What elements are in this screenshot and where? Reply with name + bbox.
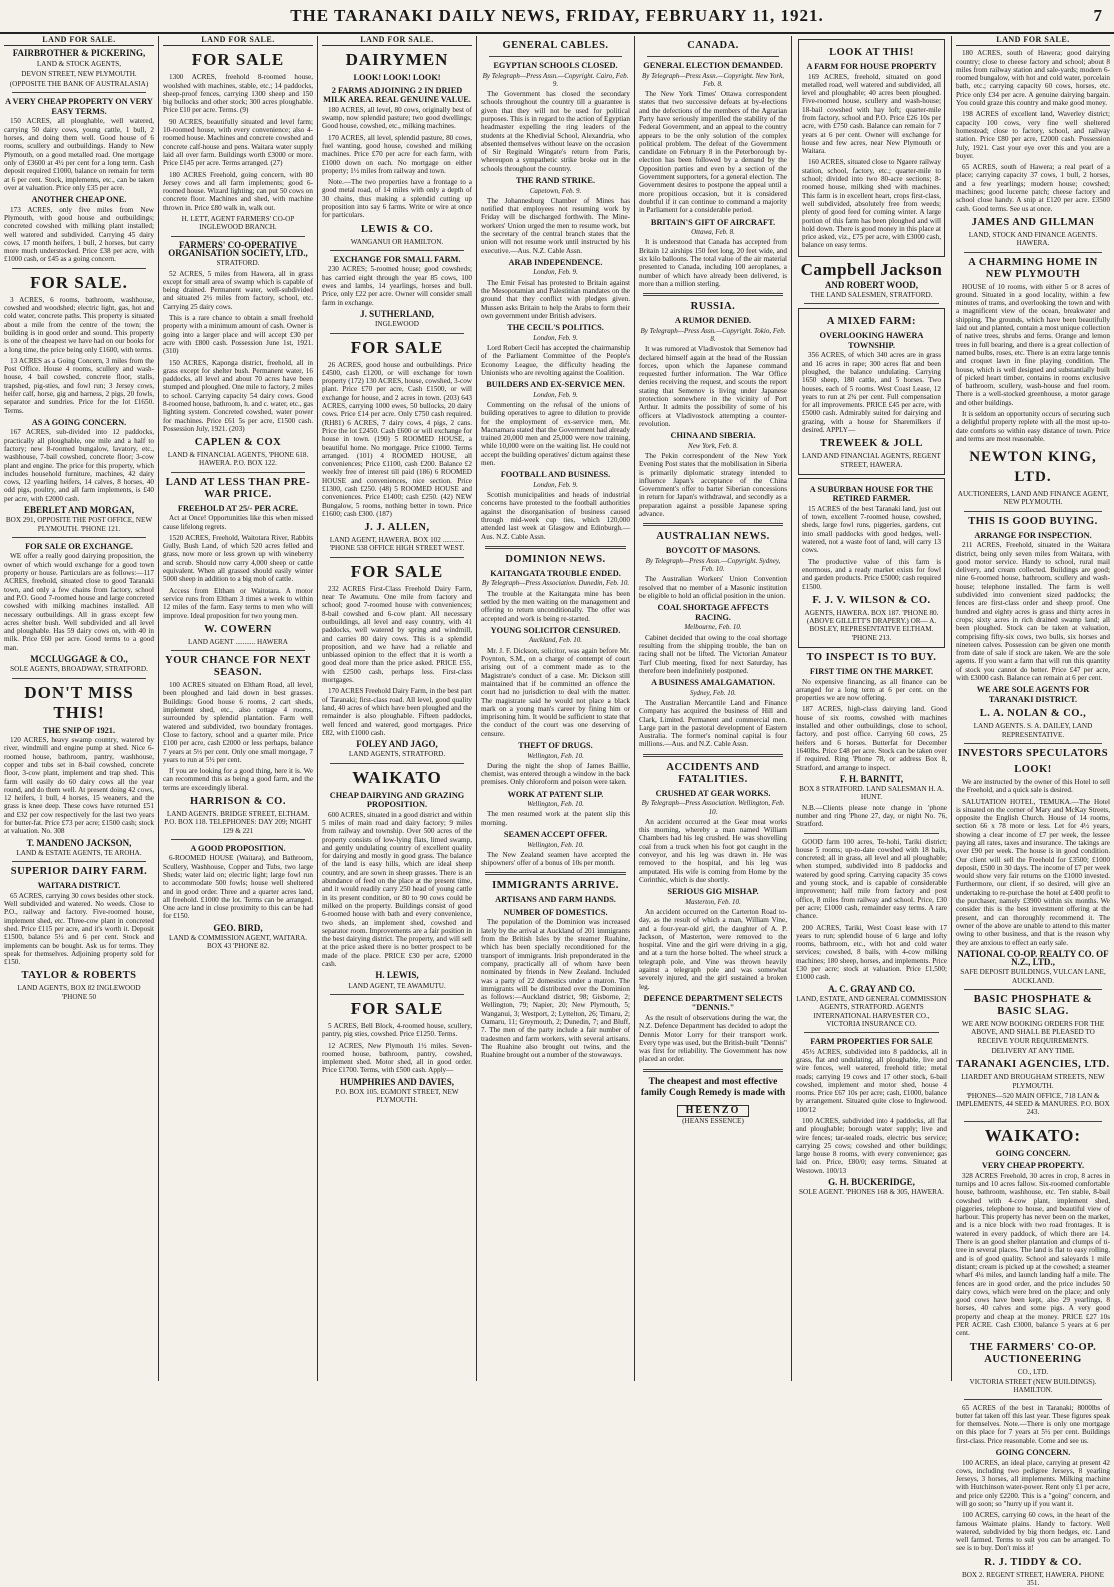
cough-remedy-ad: The cheapest and most effective family Cough Remedy is made with bbox=[640, 1076, 786, 1098]
agent-name: TREWEEK & JOLL bbox=[820, 438, 923, 450]
ad-text: 15 ACRES of the best Taranaki land, just out of town, excellent 7-roomed house, cowshed, sheds, large fowl runs, piggeries, gardens, cut into small paddocks with good hedges, well-watered, not a waste foot of land, will carry 13 cows. bbox=[802, 504, 941, 555]
news-headline: WORK AT PATENT SLIP. bbox=[507, 789, 604, 799]
agent-name: GEO. BIRD, bbox=[213, 922, 263, 933]
news-headline: DEFENCE DEPARTMENT SELECTS "DENNIS." bbox=[643, 993, 783, 1013]
news-headline: BOYCOTT OF MASONS. bbox=[665, 546, 761, 556]
ad-text: 169 ACRES, freehold, situated on good metalled road, well watered and subdivided, all level and ploughable; 40 acres been ploughed. Five-roomed house, scullery and wash-house; 18-bail cowshed with hay loft; quarter-mile from factory, school and P.O. Price £26 10s per acre, with £750 cash. Balance can remain for 7 years at 6 per cent. Owner will exchange for house and few acres, near New Plymouth or Waitara. bbox=[802, 72, 941, 156]
section-heading: IMMIGRANTS ARRIVE. bbox=[492, 880, 619, 892]
agent-town: STRATFORD. bbox=[216, 259, 260, 268]
ad-text: 356 ACRES, of which 340 acres are in grass and 16 acres in rape; 300 acres flat and been ploughed, the balance undulating. Carrying 1650 sheep, 180 cattle, and 5 horses. Two houses, each of 5 rooms. West Coast Lease, 12 years to run at 2¾ per cent. Full compensation for all improvements. PRICE £45 per acre, with £5000 cash. Admirably suited for dairying and grazing, with a house for Sharemilkers if desired. APPLY— bbox=[802, 351, 941, 434]
ad-heading: WAITARA DISTRICT. bbox=[37, 881, 121, 891]
agent-subtitle: SOLE AGENTS, BROADWAY, STRATFORD. bbox=[10, 665, 148, 674]
news-headline: BUILDERS AND EX-SERVICE MEN. bbox=[486, 380, 625, 390]
news-text: The Johannesburg Chamber of Mines has notified that employees not resuming work by Friday will be discharged forthwith. The Mine-workers' Union urged the men to resume work, but the secretary of the central branch states that the union will not resume work until instructed by his executive.—Aus. N.Z. Cable Assn. bbox=[481, 196, 630, 255]
news-headline: SEAMEN ACCEPT OFFER. bbox=[503, 830, 608, 840]
ad-text: 200 ACRES, Tariki, West Coast lease with 17 years to run; splendid house of 6 large and lofty rooms, bathroom, etc., with hot and cold water services; cowshed, 8 bails, with 4-cow milking machines; 180 sheep, horses, and implements. Price £30 per acre; stock at valuation. Price £1,500; £1000 cash. bbox=[796, 923, 947, 982]
for-sale-heading: FOR SALE bbox=[350, 998, 444, 1018]
ad-text: 100 ACRES situated on Eltham Road, all level, been ploughed and laid down in best grasses. Buildings: Good house 6 rooms, 2 cart sheds, implement shed, etc., also cottage 4 rooms, surrounded by splendid plantation. Farm well watered and subdivided, two boundary frontages. Close to factory, school and a quarter mile. Price £100 per acre, cash £2000 or less perhaps, balance 7 years at 5½ per cent. Only one small mortgage, 7 years to run at 5½ per cent. bbox=[163, 681, 313, 764]
agent-name: A. C. GRAY AND CO. bbox=[828, 983, 915, 994]
ad-text: 180 ACRES, south of Hawera; good dairying country; close to cheese factory and school; about 8 miles from railway station and sale-yards; modern 6-roomed bungalow, with hot and cold water, porcelain bath, etc.; carrying capacity 60 cows, horses, etc. Price only £34 per acre. A genuine dairying bargain. You could graze this country and make good money. bbox=[956, 49, 1110, 108]
ad-text: 328 ACRES Freehold, 30 acres in crop, 8 acres in turnips and 10 acres fallow. Six-roomed comfortable house, bathroom, washhouse, etc. Ten stable, 8-bail cowshed with 4-cow plant, implement shed, piggeries, telephone to house, and beautiful view of harbour. This property has never been on the market, and is a nice block with two road frontages. It is watered in every paddock, of which there are 14. There is an good shelter plantation and clumps of ti-tree in several places. The land is flat to easy rolling, and is of good quality. School and saleyards 1 mile distant; cream is picked up at the cowshed; a steamer wharf 4¼ miles, and launch landing half a mile. The fences are in good order, and the price includes 50 dairy cows, which were bred on the place; and only good cows have been kept, also 29 yearlings, 8 horses, 40 calves and some pigs. A very good property and cheap at the money. PRICE £27 10s PER ACRE. Cash £3000, balance 5 years at 6 per cent. bbox=[956, 1171, 1110, 1338]
ad-box bbox=[798, 308, 945, 475]
ad-text: 187 ACRES, high-class dairying land. Good house of six rooms, cowshed with machines installed and other outbuildings, close to school, factory, and post office. Carrying 60 cows, 25 heifers and 6 horses. Butterfat for December 1640lbs. Price £48 per acre. Stock can be taken over if required. Ring 'Phone 78, or address Box 8, Stratford, and arrange to inspect. bbox=[796, 705, 947, 772]
ad-text: DELIVERY AT ANY TIME. bbox=[991, 1046, 1075, 1055]
news-text: The trouble at the Kaitangata mine has been settled by the men waiting on the management and offering to return unconditionally. The offer was accepted and work is being re-started. bbox=[481, 589, 630, 623]
agent-note: (OPPOSITE THE BANK OF AUSTRALASIA) bbox=[9, 80, 149, 89]
news-headline: THEFT OF DRUGS. bbox=[518, 741, 593, 750]
agent-name: NEWTON KING, LTD. bbox=[969, 449, 1097, 486]
news-headline: EGYPTIAN SCHOOLS CLOSED. bbox=[493, 61, 618, 70]
ad-headline: LOOK! bbox=[1014, 763, 1052, 775]
ad-text: If you are looking for a good thing, here it is. We can recommend this as being a good farm, and the terms are exceedingly liberal. bbox=[163, 767, 313, 792]
ad-text: 160 ACRES, situated close to Ngaere railway station, school, factory, etc.; quarter-mile to school; divided into two 80-acre sections; 8-roomed house, milking shed with machines. This farm is in excellent heart, crops first-class, well subdivided, absolutely free from weeds; plenty of good feed for coming winter. A large portion of this farm has been ploughed and will hold down. There is good money in this place at price asked, viz., £75 per acre, with £3000 cash, balance on easy terms. bbox=[802, 158, 941, 250]
ad-text: 100 ACRES, subdivided into 4 paddocks, all flat and ploughable; borough water supply; live and wire fences; tar-sealed roads, electric bus service; carrying 25 cows; cowshed and other buildings; large house 8 rooms, with every convenience; gas laid on. Price, £80/0; easy terms. Situated at Westown. 100/13 bbox=[796, 1117, 947, 1175]
ad-text: 100 ACRES, carrying 60 cows, in the heart of the famous Waimate plains. Handy to factory. Well watered, subdivided by big thorn hedges, etc. Land well farmed. Terms to suit you can be arranged. To see is to buy. Don't miss it! bbox=[956, 1511, 1110, 1553]
ad-text: HOUSE of 10 rooms, with either 5 or 8 acres of ground. Situated in a good locality, within a few minutes of trams, and overlooking the town and with a magnificent view of the ocean, breakwater and shipping. The grounds, which have been beautifully laid out and planted, contain a most unique collection of native trees, shrubs and ferns. Orange and lemon trees in full bearing, and there is a great collection of named bulbs, roses, etc. There is an extra large tennis and croquet lawn in fine playing condition. The house, which is well designed and substantially built of picked heart timber, contains in rooms exclusive of bathroom, scullery, wash-house and fuel room. There is a well-stocked greenhouse, a motor garage and other buildings. bbox=[956, 282, 1110, 407]
section-heading: CANADA. bbox=[687, 40, 739, 51]
ad-heading: OVERLOOKING HAWERA TOWNSHIP. bbox=[819, 331, 924, 350]
ad-text: 180 ACRES, all level, 80 cows, originally best of swamp, now splendid pasture; two good dwellings; Good house, cowshed, etc., milking machines. bbox=[322, 105, 472, 131]
ad-text: 45½ ACRES, subdivided into 8 paddocks, all in grass, flat and undulating, all ploughable, live and wire fences, well watered, freehold title; metal roads; carrying 19 cows and 17 other stock, 6-bail cowshed, implement and motor shed, house 4 rooms. Price £67 10s per acre; cash, £1000, balance by arrangement. Situated quite close to Inglewood. 100/12 bbox=[796, 1047, 947, 1114]
agent-name: FARMERS' CO-OPERATIVE ORGANISATION SOCIETY, LTD., bbox=[168, 239, 308, 258]
ad-text: 5 ACRES, Bell Block, 4-roomed house, scullery, pantry, pig sties, cowshed. Price £1250. Terms. bbox=[322, 1021, 472, 1039]
agent-subtitle: VICTORIA STREET (NEW BUILDINGS). HAMILTON. bbox=[969, 1377, 1097, 1395]
news-subheadline: NUMBER OF DOMESTICS. bbox=[503, 907, 608, 917]
news-text: An accident occurred at the Gear meat works this morning, whereby a man named William Chambers had his leg crushed. He was shovelling coal from a truck when his foot got caught in the conveyor, and his leg was drawn in. He was removed to the hospital, and his leg was amputated. His wife is coming from Home by the Corinthic, which is due shortly. bbox=[639, 817, 787, 884]
ad-headline: THIS IS GOOD BUYING. bbox=[968, 515, 1098, 527]
dateline: Wellington, Feb. 10. bbox=[527, 800, 584, 809]
ad-headline: TO INSPECT IS TO BUY. bbox=[806, 652, 937, 664]
ad-heading: GOING CONCERN. bbox=[995, 1448, 1071, 1458]
agent-subtitle: LAND & ESTATE AGENTS, TE AROHA. bbox=[16, 848, 142, 857]
dateline: By Telegraph—Press Assn.—Copyright. New York, Feb. 8. bbox=[641, 71, 785, 88]
agent-name: LEWIS & CO. bbox=[360, 223, 434, 235]
column-2 bbox=[163, 36, 313, 1381]
agent-subtitle: AUCTIONEERS, LAND AND FINANCE AGENT, NEW PLYMOUTH. bbox=[957, 490, 1109, 507]
dateline: Capetown, Feb. 9. bbox=[529, 186, 582, 195]
ad-text: Note.—The two properties have a frontage to a good metal road, of 14 miles with only a depth of 30 chains, thus making a splendid cutting up proposition into say 6 farms. Write or wire at once for particulars. bbox=[322, 178, 472, 220]
column-7 bbox=[956, 35, 1110, 1587]
agent-subtitle: LAND & COMMISSION AGENT, WAITARA. BOX 43 'PHONE 82. bbox=[168, 934, 308, 951]
ad-text: 13 ACRES as a Going Concern, 3 miles from the Post Office. House 4 rooms, scullery and wash-house, 4 bail cowshed, concrete floor, stalls, trapshed, pig-sties, and fowl run; 3 Jersey cows, heifer calf, horse, gig and harness, 2 pigs, 20 fowls, separator and sundries. Price for the lot £1650. Terms. bbox=[4, 356, 154, 415]
agent-subtitle: INGLEWOOD bbox=[375, 320, 419, 329]
for-sale-heading: FOR SALE bbox=[350, 337, 444, 357]
news-text: Mr. J. F. Dickson, solicitor, was again before Mr. Poynton, S.M., on a charge of contempt of court arising out of a comment made as to the Magistrate's conduct of a case. Mr. Dickson still maintained that if he committed an offence the court had no jurisdiction to deal with the matter. The magistrate said he would not place a black mark on a young man's career by fining him or imprisoning him. It would be sufficient to state that the conduct of the court was one deserving of censure. bbox=[481, 646, 630, 738]
news-headline: ARTISANS AND FARM HANDS. bbox=[495, 895, 616, 905]
dateline: By Telegraph—Press Assn.—Copyright. Sydney, Feb. 10. bbox=[645, 556, 781, 574]
news-headline: KAITANGATA TROUBLE ENDED. bbox=[490, 568, 621, 578]
ad-heading: 2 FARMS ADJOINING 2 IN DRIED MILK AREA. REAL GENUINE VALUE. bbox=[323, 85, 471, 105]
section-heading: RUSSIA. bbox=[690, 301, 736, 313]
ad-text: It is seldom an opportunity occurs of securing such a delightful property replete with all the most up-to-date comforts so within easy distance of town. Price and terms are most reasonable. bbox=[956, 409, 1110, 443]
ad-heading: A VERY CHEAP PROPERTY ON VERY EASY TERMS. bbox=[5, 97, 153, 116]
agent-name: CAPLEN & COX bbox=[194, 437, 282, 449]
column-rule bbox=[951, 36, 952, 1381]
agent-subtitle: LAND, ESTATE, AND GENERAL COMMISSION AGENTS, STRATFORD. AGENTS INTERNATIONAL HARVESTER CO., VICTORIA INSURANCE CO. bbox=[796, 994, 947, 1028]
ad-text: 52 ACRES, 5 miles from Hawera, all in grass except for small area of swamp which is capable of being drained. Permanent water, well-subdivided and situated 2½ miles from factory, school, etc. Carrying 25 dairy cows. bbox=[163, 269, 313, 311]
news-text: The Australian Workers' Union Convention resolved that no member of a Masonic institution be eligible to hold an official position in the union. bbox=[639, 575, 787, 601]
news-text: Commenting on the refusal of the unions of building operatives to agree to dilution to provide for the employment of ex-service men, Mr. Macnamara stated that the Government had already trained 20,000 men and 25,000 were now training, while 10,000 were on the waiting list. He could not accept the building operatives' dictum against these men. bbox=[481, 401, 630, 468]
dateline: By Telegraph—Press Assn.—Copyright. Tokio, Feb. 8. bbox=[640, 326, 786, 343]
news-text: The population of the Dominion was increased lately by the arrival at Auckland of 201 immigrants from the British Isles by the steamer Ruahine, which has been specially reconditioned for the transport of immigrants. Irish preponderated in the company, practically all of whom have been nominated by friends in New Zealand. Included was a party of 22 domestics under a matron. The immigrants will be distributed over the Dominion as follows:—Auckland district, 98; Gisborne, 2; Wellington, 79; Napier, 20; New Plymouth, 5; Wanganui, 3; Westport, 2; Lyttelton, 26; Timaru, 2; Oamaru, 11; Greymouth, 2; Dunedin, 7; and Bluff, 7. The men of the party include a fair number of tradesmen and farm workers, with several artisans. The Ruahine also brought out twins, and the Ruahine brought out a number of the stowaways. bbox=[481, 918, 630, 1060]
column-rule bbox=[634, 36, 635, 1381]
ad-heading: ANOTHER CHEAP ONE. bbox=[31, 195, 127, 205]
column-6 bbox=[796, 36, 947, 1381]
column-1 bbox=[4, 36, 154, 1381]
ad-text: 211 ACRES, Freehold, situated in the Waitara district, being only seven miles from Waitara, with good motor service. Handy to school, rural mail delivery, and cream collected. Buildings are good; nine 6-roomed house, bathroom, scullery and wash-house; telephone installed. The farm is well subdivided into convenient sized paddocks; the fences are first-class order and sheep proof. One hundred and eighty acres is grass and thirty acres in crops; sixty acres in rich drained swamp land; all been ploughed. Stock can be taken at valuation, comprising fifty-six cows, two bulls, six horses and nineteen calves. Possession can be given one month from date of sale if stock are taken. We are the sole agents. If you want a farm that will run this quantity of stock you cannot do better. Price £47 per acre, with £3000 cash. Balance can remain at 6 per cent. bbox=[956, 541, 1110, 683]
agent-name: JAMES AND GILLMAN bbox=[971, 216, 1095, 228]
agent-subtitle: LAND & STOCK AGENTS, bbox=[36, 59, 122, 68]
ad-text: 170 ACRES, all level, splendid pasture, 80 cows, fuel wanting, good house, cowshed and milking machines. Price £70 per acre for each farm, with £1000 down on each. No mortgage on either property; 1½ miles from railway and town. bbox=[322, 133, 472, 175]
agent-name: F. H. BARNITT, bbox=[839, 773, 904, 784]
dateline: London, Feb. 9. bbox=[533, 268, 578, 277]
ad-heading: FREEHOLD AT 25/- PER ACRE. bbox=[177, 503, 299, 513]
heenzo-subtitle: (HEANS ESSENCE) bbox=[682, 1117, 744, 1126]
section-heading: GENERAL CABLES. bbox=[502, 40, 609, 51]
ad-text: 100 ACRES, an ideal place, carrying at present 42 cows, including two pedigree Jerseys, 8 yearling Jerseys, 3 horses, all implements. Milking machine with Hutchinson water-power. Rent only £1 per acre, and price only £2200. This is a "going" concern, and will go soon; so "hurry up if you want it. bbox=[956, 1458, 1110, 1508]
ad-headline: YOUR CHANCE FOR NEXT SEASON. bbox=[165, 655, 311, 679]
ad-box bbox=[798, 478, 945, 648]
ad-box bbox=[798, 39, 945, 257]
masthead-title: THE TARANAKI DAILY NEWS, FRIDAY, FEBRUARY 11, 1921. bbox=[290, 6, 824, 25]
news-text: The New York Times' Ottawa correspondent states that two successive defeats at by-elections and the defections of the members of the Agrarian Party have seriously imperilled the stability of the Federal Government, and an appeal to the country appears to be the only solution of the complex political problem. The defeat of the Government candidate on February 8 in the Peterborough by-election has been followed by a demand by the Opposition parties and even by a section of the Government supporters, for a general election. The Government desires to postpone the appeal until a more propitious occasion, but it is considered doubtful if it can continue to command a majority in Parliament for a considerable period. bbox=[639, 90, 787, 215]
ad-headline: A MIXED FARM: bbox=[826, 316, 917, 328]
agent-name: HUMPHRIES AND DAVIES, bbox=[339, 1076, 455, 1087]
column-rule bbox=[317, 36, 318, 1381]
dateline: By Telegraph—Press Association. Wellington, Feb. 10. bbox=[641, 799, 785, 816]
ad-text: 198 ACRES of excellent land, Waverley district; capacity 100 cows, very fine well sheltered homestead; close to factory, school, and railway station. Price £80 per acre, £2000 cash. Possession July, 1921. Cast your eye over this and you are a buyer. bbox=[956, 110, 1110, 160]
ad-text: We are instructed by the owner of this Hotel to sell the Freehold, and a quick sale is desired. bbox=[956, 777, 1110, 795]
agent-subtitle: LIARDET AND BROUGHAM STREETS, NEW PLYMOUTH. bbox=[961, 1073, 1105, 1090]
news-headline: BRITAIN'S GIFT OF AIRCRAFT. bbox=[650, 217, 776, 227]
agent-name: G. H. BUCKERIDGE, bbox=[828, 1177, 915, 1188]
agent-name: MCCLUGGAGE & CO., bbox=[30, 654, 128, 665]
ad-heading: FOR SALE OR EXCHANGE. bbox=[25, 541, 133, 551]
ad-headline: DON'T MISS THIS! bbox=[24, 682, 134, 722]
ad-heading: AS A GOING CONCERN. bbox=[31, 417, 127, 427]
dateline: London, Feb. 9. bbox=[533, 333, 578, 342]
section-heading: ACCIDENTS AND FATALITIES. bbox=[666, 761, 760, 785]
heenzo-brand: HEENZO bbox=[677, 1105, 750, 1117]
news-headline: CRUSHED AT GEAR WORKS. bbox=[655, 788, 771, 798]
dateline: Wellington, Feb. 10. bbox=[527, 751, 584, 760]
ad-text: 65 ACRES, south of Hawera; a real pearl of a place; carrying capacity 37 cows, 1 bull, 2 horses, and a few yearlings; modern house; cowshed; machines; good lucerne patch; cheese factory and school close handy. A snip at £120 per acre. £3500 cash. Good terms. See us at once. bbox=[956, 163, 1110, 213]
ad-text: WE ARE NOW BOOKING ORDERS FOR THE ABOVE, AND SHALL BE PLEASED TO RECEIVE YOUR REQUIREMENTS. bbox=[961, 1020, 1105, 1045]
news-headline: FOOTBALL AND BUSINESS. bbox=[500, 470, 611, 480]
news-headline: COAL SHORTAGE AFFECTS RACING. bbox=[657, 603, 769, 622]
ad-text: 6-ROOMED HOUSE (Waitara), and Bathroom, Scullery, Washhouse, Copper and Tubs, two large Sheds; water laid on; electric light; large fowl run to accommodate 500 fowls; house well sheltered and in good order. Three and a quarter acres land, all freehold. £1000 the lot. Terms can be arranged. One acre land in close proximity to this can be had for £150. bbox=[163, 854, 313, 921]
news-headline: GENERAL ELECTION DEMANDED. bbox=[643, 61, 783, 70]
page-number: 7 bbox=[1093, 6, 1102, 25]
ad-headline: INVESTORS SPECULATORS bbox=[957, 747, 1109, 759]
dateline: By Telegraph—Press Assn.—Copyright. Cairo, Feb. 9. bbox=[482, 71, 629, 88]
agent-address: DEVON STREET, NEW PLYMOUTH. bbox=[21, 69, 137, 78]
news-text: The Pekin correspondent of the New York Evening Post states that the mobilisation in Siberia is primarily diplomatic strategy intended to influence Japan's acceptance of the China Government's offer to barter Siberian concessions in return for Japan's withdrawal, and secondly as a preparation against a possible Japanese spring advance. bbox=[639, 451, 787, 519]
agent-subtitle: CO., LTD. bbox=[1017, 1367, 1049, 1376]
news-text: As the result of observations during the war, the N.Z. Defence Department has decided to adopt the Dennis Motor Lorry for their transport work. Every type was used, but the British-built "Dennis" was first for reliability. The Government has now placed an order. bbox=[639, 1013, 787, 1064]
news-headline: THE CECIL'S POLITICS. bbox=[507, 323, 604, 333]
news-text: Cabinet decided that owing to the coal shortage resulting from the shipping trouble, the ban on racing shall not be lifted. The Victorian Amateur Turf Club meeting, fixed for next Saturday, has therefore been indefinitely postponed. bbox=[639, 633, 787, 675]
news-headline: ARAB INDEPENDENCE. bbox=[508, 257, 603, 267]
dateline: Auckland, Feb. 10. bbox=[528, 636, 583, 645]
ad-text: 90 ACRES, beautifully situated and level farm; 10-roomed house, with every convenience; also 4-roomed house. Machines and concrete cowshed and concrete calf-house and pens. Waitara water supply laid all over farm. Buildings worth £3000 or more. Price £145 per acre. Terms arranged. (27) bbox=[163, 117, 313, 168]
dateline: London, Feb. 9. bbox=[533, 390, 578, 399]
dateline: London, Feb. 9. bbox=[533, 480, 578, 489]
ad-heading: WE ARE SOLE AGENTS FOR TARANAKI DISTRICT. bbox=[976, 685, 1090, 704]
ad-text: GOOD farm 100 acres, Te-hohi, Tariki district; house 5 rooms; up-to-date cowshed with 18 bails, concreted; all in grass, all level and all ploughable; when stumped, subdivided into 8 paddocks and watered by good spring. Carrying capacity 35 cows and young stock, and is capable of considerable improvement; half mile from factory and post office, 8 miles from railway and school. Price, £30 per acre; £1000 cash, remainder easy terms. A rare chance. bbox=[796, 837, 947, 921]
ad-heading: FIRST TIME ON THE MARKET. bbox=[809, 667, 934, 677]
ad-text: 120 ACRES, heavy swamp country, watered by river, windmill and engine pump at shed. Nice 6-roomed house, bathroom, pantry, washhouse, copper and tubs set in 8-bail cowshed, concrete floor, 3-cow plant, implement and trap shed. This farm will easily do 60 dairy cows all the year round, and do them well. At present doing 42 cows, 12 heifers, 1 bull, 4 horses, 15 weaners, and the grass is knee deep. These cows have returned £51 and £32 per cow respectively for the last two years for butter-fat. Price £73 per acre; £1500 cash; stock at valuation. No. 308 bbox=[4, 736, 154, 836]
agent-name: H. LEWIS, bbox=[375, 970, 419, 981]
agent-subtitle: SOLE AGENT. 'PHONES 168 & 305, HAWERA. bbox=[799, 1188, 944, 1197]
ad-heading: ARRANGE FOR INSPECTION. bbox=[974, 530, 1092, 540]
news-text: The Government has closed the secondary schools throughout the country till a guarantee is given that they will not be used for political purposes. This is in regard to the action of Egyptian headmaster expelling the ring leaders of the students at the Khedivial School, Alexandria, who absented themselves without leave on the occasion of Sir Reginald Wingate's return from Paris, whereupon a sympathetic strike broke out in the schools throughout the country. bbox=[481, 90, 630, 173]
masthead bbox=[0, 0, 1114, 34]
ad-headline: BASIC PHOSPHATE & BASIC SLAG. bbox=[973, 994, 1093, 1018]
ad-text: Act at Once! Opportunities like this when missed cause lifelong regrets. bbox=[163, 514, 313, 531]
agent-name: T. MANDENO JACKSON, bbox=[26, 837, 132, 848]
ad-text: No expensive financing, as all finance can be arranged for a long term at 6 per cent. on the properties we are now offering. bbox=[796, 677, 947, 703]
column-heading: LAND FOR SALE. bbox=[956, 36, 1110, 46]
ad-headline: LOOK AT THIS! bbox=[829, 47, 914, 58]
column-5 bbox=[639, 36, 787, 1381]
ad-heading: GOING CONCERN. bbox=[995, 1148, 1071, 1158]
agent-subtitle: LAND & FINANCIAL AGENTS, 'PHONE 618. HAWERA. P.O. BOX 122. bbox=[167, 451, 309, 468]
agent-name: W. COWERN bbox=[204, 623, 272, 635]
dateline: By Telegraph—Press Association. Dunedin, Feb. 10. bbox=[481, 579, 630, 588]
news-headline: A BUSINESS AMALGAMATION. bbox=[651, 678, 775, 688]
agent-subtitle: LAND AND FINANCIAL AGENTS, REGENT STREET, HAWERA. bbox=[802, 452, 941, 469]
ad-text: This is a rare chance to obtain a small freehold property with a minimum amount of cash. Owner is going into a larger place and will accept £30 per acre with £800 cash. Possession June 1st, 1921. (310) bbox=[163, 314, 313, 356]
agent-name: FAIRBROTHER & PICKERING, bbox=[12, 48, 146, 59]
ad-text: 167 ACRES, sub-divided into 12 paddocks, practically all ploughable, one mile and a half to factory; new 8-roomed bungalow, lavatory, etc., washhouse, 7-bail cowshed, concrete floor; 3-cow plant and engine. The price for this property, which includes household furniture, machines, 42 dairy cows, 12 yearling heifers, 14 calves, 8 horses, 40 odd pigs, poultry, and all farm implements, is £40 per acre, with £2000 cash. bbox=[4, 428, 154, 503]
agent-name: THE FARMERS' CO-OP. AUCTIONEERING bbox=[969, 1341, 1097, 1365]
agent-name: J. J. ALLEN, bbox=[364, 522, 430, 534]
agent-subtitle: BOX 2. REGENT STREET, HAWERA. PHONE 351. bbox=[961, 1570, 1105, 1587]
agent-subtitle: LAND AGENTS. S. A. DAILEY, LAND REPRESENTATIVE. bbox=[973, 722, 1093, 739]
agent-name: H. LETT, AGENT FARMERS' CO-OP INGLEWOOD BRANCH. bbox=[181, 215, 295, 232]
ad-text: 65 ACRES, carrying 30 cows besides other stock. Well subdivided and watered. No weeds. Close to P.O., railway and factory. Five-roomed house, implement shed, etc. Three-cow plant in concreted shed. Price £115 per acre, and it's worth it. Deposit £1500, balance 5½ and 6 per cent. Stock and implements can be bought. Ask us for terms. They speak for themselves. Adjoining property sold for £150. bbox=[4, 891, 154, 967]
agent-subtitle: LAND AGENTS. BRIDGE STREET, ELTHAM. P.O. BOX 118. TELEPHONES: DAY 209; NIGHT 129 & 221 bbox=[164, 809, 312, 835]
news-text: Lord Robert Cecil has accepted the chairmanship of the Parliament Committee of the People's Economy League, the difficulty heading the Unionists who are revolting against the Coalition. bbox=[481, 344, 630, 377]
dateline: Ottawa, Feb. 8. bbox=[691, 228, 735, 237]
agent-name: EBERLET AND MORGAN, bbox=[23, 505, 135, 516]
dateline: Wellington, Feb. 10. bbox=[527, 840, 584, 849]
ad-text: 3 ACRES, 6 rooms, bathroom, washhouse, cowshed and woodshed; electric light, gas, hot and cold water, concrete paths. This property is situated about a mile from the centre of the town; the building is in good order and sound. This property is one of the cheapest we have had on our books for a long time, the price being only £1600, with terms. bbox=[4, 295, 154, 354]
ad-text: 1300 ACRES, freehold 8-roomed house, woolshed with machines, stable, etc.; 14 paddocks, sheep-proof fences, carrying 1300 sheep and 150 big bullocks and other stock; 300 acres ploughable. Price £10 per acre. Terms. (9) bbox=[163, 73, 313, 115]
ad-heading: A SUBURBAN HOUSE FOR THE RETIRED FARMER. bbox=[809, 484, 934, 504]
news-headline: CHINA AND SIBERIA. bbox=[670, 431, 756, 441]
agent-name: L. A. NOLAN & CO., bbox=[979, 708, 1087, 720]
ad-text: 600 ACRES, situated in a good district and within 5 miles of main road and dairy factory; 9 miles from railway and township. Over 500 acres of the property consists of low-lying flats, limed swamp, and gently undulating country of excellent quality for dairying and mostly in good grass. The balance of the land is easy hills, which are ideal sheep country, and are sown in sheep grasses. There is an abundance of feed on the place at the present time, and it would readily carry 250 head of young cattle in its present condition, or 80 to 90 cows could be milked on the property. Buildings consist of good 6-roomed house with bath and every convenience, two sheds, an implement shed, cowshed and separator room. Improvements are a fair position in the best dairying district. The property, and will sell at the price asked there is no better prospect to be made of the place. PRICE £30 per acre, £2000 cash. bbox=[322, 810, 472, 969]
agent-subtitle: AND ROBERT WOOD, bbox=[824, 279, 919, 290]
agent-name: TAYLOR & ROBERTS bbox=[21, 970, 137, 982]
news-text: The New Zealand seamen have accepted the shipowners' offer of a bonus of 10s per month. bbox=[481, 850, 630, 868]
agent-subtitle: SAFE DEPOSIT BUILDINGS, VULCAN LANE, AUCKLAND. bbox=[960, 968, 1106, 985]
for-sale-heading: FOR SALE. bbox=[30, 272, 128, 292]
ad-text: 170 ACRES Freehold Dairy Farm, in the best part of Taranaki; first-class road. All level, good quality land, 40 acres of which have been ploughed and the remainder is also ploughable. Fifteen paddocks, well fenced and watered, good mortgages. Price £82, with £1000 cash. bbox=[322, 687, 472, 737]
agent-subtitle: THE LAND SALESMEN, STRATFORD. bbox=[810, 291, 933, 300]
agent-subtitle: LAND, STOCK AND FINANCE AGENTS. HAWERA. bbox=[968, 230, 1098, 248]
agent-name: FOLEY AND JAGO, bbox=[356, 739, 438, 750]
dateline: Masterton, Feb. 10. bbox=[685, 897, 741, 906]
ad-text: 26 ACRES, good house and outbuildings. Price £4500, cash £1200, or will exchange for town property (172) 130 ACRES, house, cowshed, 3-cow plant. Price £70 per acre, Cash £1500, or will exchange for house, and 2 acres in town. (203) 643 ACRES, carrying 1000 ewes, 50 bullocks, 20 dairy cows. Price £14 per acre. Only £750 cash required. (RH81) 6 ACRES, 7 dairy cows, 4 pigs, 2 cans. Price the lot £2450. Cash £600 or will exchange for house in town. (190) 5 ROOMED HOUSE, a beautiful home. No mortgage. Price £1000. Terms arranged. (101) 4 ROOMED HOUSE, all conveniences; Price £1100, cash £200. Balance £2 weekly free of interest till paid (186) 6 ROOMED HOUSE and conveniences, nice section. Price £1300, cash £250. (48) 5 ROOMED HOUSE and conveniences. Price £1400; cash £250. (42) NEW Bungalow, 5 rooms, nothing better in town. Price £1600; cash £300. (187) bbox=[322, 360, 472, 518]
agent-name: J. SUTHERLAND, bbox=[360, 308, 434, 319]
news-text: It is understood that Canada has accepted from Britain 12 airships 150 feet long, 20 feet wide, and six kilo balloons. The total value of the air material presented to Canada, including 100 aeroplanes, a number of which have already been delivered, is more than a million sterling. bbox=[639, 238, 787, 288]
agent-subtitle: LAND AGENTS, STRATFORD. bbox=[348, 750, 446, 759]
agent-subtitle: WANGANUI OR HAMILTON. bbox=[350, 237, 444, 246]
ad-heading: THE SNIP OF 1921. bbox=[42, 725, 116, 735]
ad-text: 180 ACRES Freehold, going concern, with 80 Jersey cows and all farm implements; good 6-roomed house. Wizard lighting; can put 50 cows on concrete floor. Machines and shed, with machine thrown in. Price £80 walk in, walk out. bbox=[163, 170, 313, 212]
column-rule bbox=[158, 36, 159, 1381]
news-text: It was rumored at Vladivostok that Semenov had declared himself again at the head of the Russian forces, upon which the Japanese command requested further information. The War Office denies receiving the request, and scouts the report stating that Semenov is living under Japanese protection somewhere in the vicinity of Port Arthur. It admits the possibility of some of his officers at Vladivostock attempting a counter-revolution. bbox=[639, 345, 787, 428]
news-text: An accident occurred on the Carterton Road to-day, as the result of which a man, William Vine, and a four-year-old girl, the daughter of A. P. Jackson, of Masterton, were removed to the hospital. Vine and the girl were driving in a gig, and at a turn the horse bolted. The wheel struck a telegraph pole, and Vine was thrown heavily against a telegraph pole and was somewhat severely injured, and the girl sustained a broken leg. bbox=[639, 907, 787, 991]
agent-subtitle: 'PHONES—520 MAIN OFFICE, 718 LAN & IMPLEMENTS, 44 SEED & MANURES. P.O. BOX 243. bbox=[956, 1091, 1110, 1117]
column-rule bbox=[791, 36, 792, 1381]
section-heading: AUSTRALIAN NEWS. bbox=[656, 531, 770, 543]
agent-subtitle: LAND AGENT ........... HAWERA bbox=[188, 637, 288, 646]
column-3 bbox=[322, 36, 472, 1381]
agent-subtitle: LAND AGENTS, BOX 82 INGLEWOOD 'PHONE 50 bbox=[17, 984, 141, 1001]
news-text: During the night the shop of James Baillie, chemist, was entered through a window in the back premises. Only chloroform and poison were taken. bbox=[481, 761, 630, 787]
ad-headline: LAND AT LESS THAN PRE-WAR PRICE. bbox=[165, 476, 311, 500]
ad-text: The productive value of this farm is enormous, and a ready market exists for fowl and garden products. Price £5000; cash required £1500. bbox=[802, 557, 941, 591]
ad-heading: A FARM FOR HOUSE PROPERTY bbox=[806, 62, 937, 71]
for-sale-heading: FOR SALE bbox=[191, 50, 285, 70]
agent-subtitle: BOX 8 STRATFORD. LAND SALESMAN H. A. HUNT. bbox=[799, 785, 944, 802]
column-rule bbox=[476, 36, 477, 1381]
agent-name: HARRISON & CO. bbox=[190, 795, 286, 807]
column-heading: LAND FOR SALE. bbox=[4, 36, 154, 46]
column-heading: LAND FOR SALE. bbox=[163, 36, 313, 46]
news-text: The men resumed work at the patent slip this morning. bbox=[481, 810, 630, 827]
agent-address: BOX 291, OPPOSITE THE POST OFFICE, NEW PLYMOUTH. 'PHONE 121. bbox=[5, 516, 153, 533]
ad-heading: A GOOD PROPOSITION. bbox=[190, 843, 286, 853]
dateline: New York, Feb. 8. bbox=[688, 441, 738, 450]
agent-name: Campbell Jackson bbox=[800, 259, 943, 279]
news-text: The Australian Mercantile Land and Finance Company has acquired the business of Hill and Clark, Limited. Permanent and commercial men. Large part in the pastoral development of Eastern Australia. The former's nominal capital is four millions.—Aus. and N.Z. Cable Assn. bbox=[639, 698, 787, 749]
agent-subtitle: AGENTS, HAWERA. BOX 187. 'PHONE 80. (ABOVE GILLETT'S DRAPERY.) OR— A. BOSLEY, REPRESENTATIVE ELTHAM. 'PHONE 213. bbox=[804, 608, 939, 642]
ad-headline: WAIKATO: bbox=[984, 1125, 1082, 1145]
ad-headline: SUPERIOR DAIRY FARM. bbox=[10, 866, 148, 878]
news-headline: SERIOUS GIG MISHAP. bbox=[667, 887, 759, 897]
news-text: Scottish municipalities and heads of industrial concerns have protested to the football authorities against the disorganisation of business caused through mid-week cup ties, which 120,000 attended last week at Glasgow and Edinburgh.—Aus. N.Z. Cable Assn. bbox=[481, 491, 630, 541]
agent-name: TARANAKI AGENCIES, LTD. bbox=[956, 1059, 1110, 1071]
ad-text: WE offer a really good dairying proposition, the owner of which would exchange for a good town property or house. Particulars are as follows:—117 ACRES, freehold, situated close to good Taranaki town, and only a few chains from factory, school and P.O. Good 7-roomed house and large concreted cowshed with milking machines installed. All necessary outbuildings. All in grass except few acres shelter bush. Well subdivided and all level and ploughable. Has 59 dairy cows on, with 40 in milk. Price £60 per acre. Good terms to a good man. bbox=[4, 552, 154, 652]
ad-text: 1520 ACRES, Freehold, Waitotara River, Rabbits Gully, Bush Land, of which 520 acres felled and grass, now more or less grown up with wineberry and scrub. Should now carry 4,000 sheep or cattle equivalent. When all grassed should easily winter 5000 sheep in addition to a big mob of cattle. bbox=[163, 533, 313, 584]
dateline: Sydney, Feb. 10. bbox=[689, 688, 737, 697]
news-text: The Emir Feisal has protested to Britain against the Mesopotamian and Palestinian mandates on the ground that they conflict with pledges given. Mussen asks Britain to help the Arabs to form their own government under British advisers. bbox=[481, 278, 630, 320]
ad-heading: CHEAP DAIRYING AND GRAZING PROPOSITION. bbox=[329, 790, 465, 810]
ad-text: 230 ACRES; 5-roomed house; good cowsheds; has carried eight through the year 85 cows, 100 ewes and lambs, 14 yearlings, horses and bull. Price, only £22 per acre. Owner will consider small farm in exchange. bbox=[322, 265, 472, 307]
ad-headline: A CHARMING HOME IN NEW PLYMOUTH bbox=[968, 256, 1098, 280]
news-headline: A RUMOR DENIED. bbox=[674, 316, 752, 326]
ad-text: 173 ACRES, only five miles from New Plymouth, with good house and outbuildings; concreted cowshed with milking plant installed; well watered and subdivided. Carrying 45 dairy cows, 17 month heifers, 1 bull, 2 horses, but carry more much understocked. Price £38 per acre, with £1000 cash, or £45 as a going concern. bbox=[4, 205, 154, 264]
ad-heading: LOOK! LOOK! LOOK! bbox=[353, 73, 441, 83]
ad-text: 150 ACRES, all ploughable, well watered, carrying 50 dairy cows, young cattle, 1 bull, 2 horses, and doing them well. Good house of 6 rooms, scullery and outbuildings. Handy to New Plymouth, on a good metalled road. One mortgage only of £3600 at 4½ per cent for a long term. Cash deposit required £1000, balance on remain for term at 6 per cent. Stock, implements, etc., can be taken over at valuation. Price only £35 per acre. bbox=[4, 117, 154, 192]
agent-subtitle: P.O. BOX 105. EGMONT STREET, NEW PLYMOUTH. bbox=[335, 1088, 459, 1105]
ad-text: 232 ACRES First-Class Freehold Dairy Farm, near Te Awamutu. One mile from factory and school; good 7-roomed house with conveniences; 8-bail cowshed and 6-cow plant. All necessary outbuildings, all level and easy country, with 41 paddocks, well watered by spring and windmill, and carries 80 dairy cows. This is a splendid proposition, and we have had a reliable and unbiassed opinion to the effect that it is worth a good deal more than the price asked. PRICE £55, with £2500 cash, perhaps less. First-class mortgages. bbox=[322, 584, 472, 685]
ad-heading: EXCHANGE FOR SMALL FARM. bbox=[333, 254, 461, 264]
ad-text: 150 ACRES, Kaponga district, freehold, all in grass except for shelter bush. Permanent water, 16 paddocks, all level and about 70 acres have been stumped and ploughed. One mile to factory, 2 miles to school. Carrying capacity 54 dairy cows. Good 8-roomed house, bathroom, h. and c. water, etc., gas lighting system. Concreted cowshed, water power for machines. Price £61 5s per acre, £1500 cash. Possession July, 1921. (203) bbox=[163, 358, 314, 433]
agent-name: R. J. TIDDY & CO. bbox=[984, 1556, 1082, 1568]
section-heading: DOMINION NEWS. bbox=[505, 553, 606, 565]
ad-heading: VERY CHEAP PROPERTY. bbox=[981, 1161, 1085, 1171]
ad-headline: DAIRYMEN bbox=[345, 50, 449, 70]
agent-subtitle: LAND AGENT, HAWERA. BOX 102 ............ 'PHONE 538 OFFICE HIGH STREET WEST. bbox=[329, 536, 465, 553]
ad-heading: FARM PROPERTIES FOR SALE bbox=[810, 1037, 933, 1047]
heenzo-logo bbox=[639, 1105, 787, 1117]
for-sale-heading: FOR SALE bbox=[350, 561, 444, 581]
agent-name: F. J. V. WILSON & CO. bbox=[812, 594, 931, 606]
dateline: Melbourne, Feb. 10. bbox=[684, 623, 742, 632]
ad-text: N.B.—Clients please note change in 'phone number and ring 'Phone 27, day, or night No. 76, Stratford. bbox=[796, 803, 947, 829]
news-headline: THE RAND STRIKE. bbox=[515, 176, 596, 186]
ad-text: Access from Eltham or Waitotara. A motor service runs from Eltham 3 times a week to within 12 miles of the farm. Easy terms to men who will improve. Ideal proposition for two young men. bbox=[163, 586, 313, 620]
column-4 bbox=[481, 36, 630, 1381]
ad-text: 12 ACRES, New Plymouth 1½ miles. Seven-roomed house, bathroom, pantry, cowshed, implement shed. Motor shed, all in good order. Price £1700. Terms, with £500 cash. Apply— bbox=[322, 1041, 472, 1075]
column-heading: LAND FOR SALE. bbox=[322, 36, 472, 46]
agent-name: NATIONAL CO-OP. REALTY CO. OF N.Z., LTD., bbox=[957, 948, 1109, 968]
ad-text: 65 ACRES of the best in Taranaki; 8000lbs of butter fat taken off this last year. These figures speak for themselves. Note.—There is only one mortgage on this place for 7 years at 5½ per cent. Buildings first-class. Price reasonable. Come and see us. bbox=[956, 1403, 1110, 1445]
ad-text: SALUTATION HOTEL, TEMUKA.—The Hotel is situated on the corner of Mary and McKay Streets, opposite the English Church. House of 14 rooms, section 66 x 78 more or less. Let for 4½ years, showing a clear income of £7 per week, the lessee paying all rates, taxes and insurance. The takings are over £90 per week. The house is in good condition. Our client will sell the Freehold for £3500; £1000 deposit, £500 in 30 days. The income of £7 per week would show very fair returns on the £1000 invested. Furthermore, our client, if so desired, will give an undertaking to re-purchase the hotel at £400 profit to the purchaser, namely £3900 within six months. We consider this is the best investment offering at the present, and can thoroughly recommend it. The owner of the above are unable to attend to this matter owing to other business, and that is the reason why they are anxious to effect an early sale. bbox=[956, 797, 1110, 947]
news-headline: YOUNG SOLICITOR CENSURED. bbox=[490, 625, 621, 635]
agent-subtitle: LAND AGENT, TE AWAMUTU. bbox=[348, 981, 446, 990]
ad-headline: WAIKATO bbox=[352, 767, 442, 787]
